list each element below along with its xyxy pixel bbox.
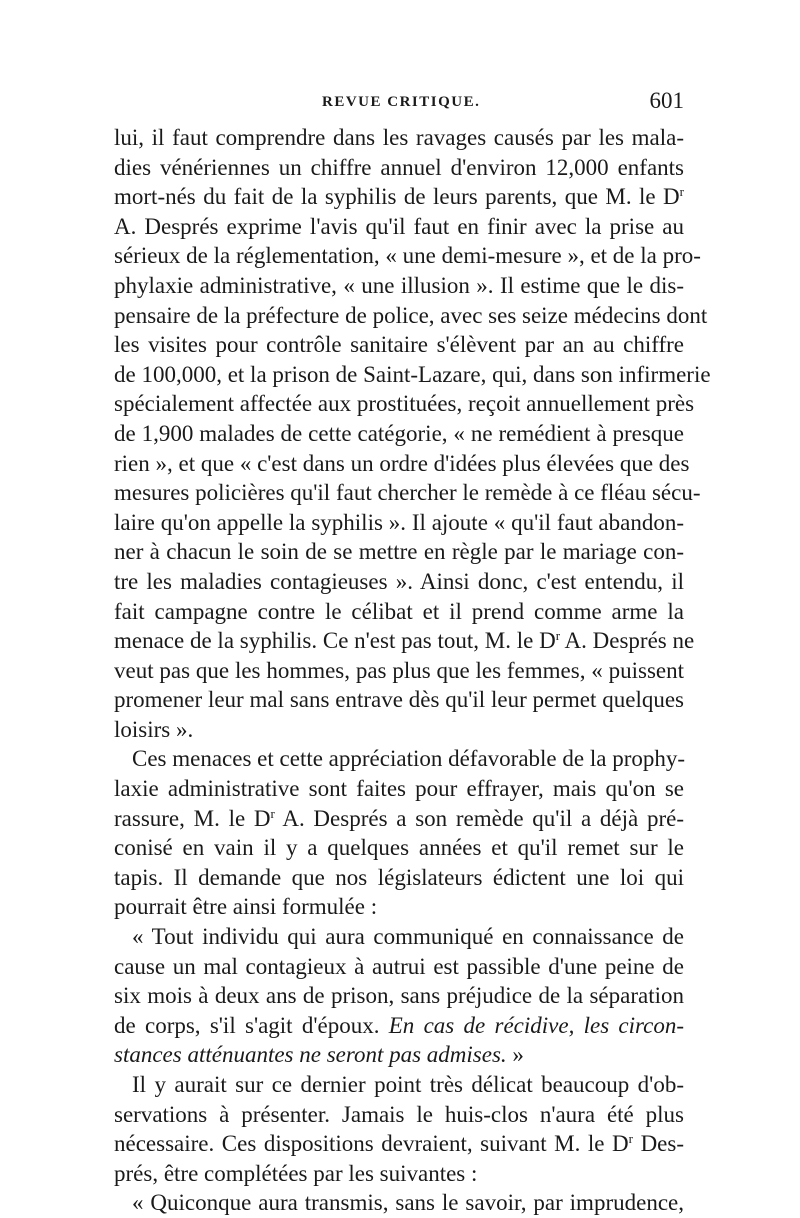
line-text: tre les maladies contagieuses ». Ainsi donc, c'est entendu, il	[114, 568, 684, 594]
line-text: « Tout individu qui aura communiqué en connaissance de	[132, 924, 684, 950]
line-text: mesures policières qu'il faut chercher le remède à ce fléau sécu-	[114, 480, 701, 506]
text-line	[114, 212, 684, 242]
line-text: pourrait être ainsi formulée :	[114, 894, 378, 920]
text-line	[114, 715, 684, 745]
line-text: cause un mal contagieux à autrui est passible d'une peine de	[114, 953, 684, 979]
line-text: nécessaire. Ces dispositions devraient, suivant M. le D	[114, 1131, 629, 1157]
line-text: pensaire de la préfecture de police, avec ses seize médecins dont	[114, 302, 708, 328]
line-text: veut pas que les hommes, pas plus que les femmes, « puissent	[114, 657, 684, 683]
text-line	[114, 1159, 684, 1189]
superscript: r	[270, 805, 275, 821]
line-text: rien », et que « c'est dans un ordre d'idées plus élevées que des	[114, 450, 690, 476]
text-line	[114, 182, 684, 212]
text-line	[114, 567, 684, 597]
line-text: loisirs ».	[114, 716, 194, 742]
text-line	[114, 301, 708, 331]
line-text: six mois à deux ans de prison, sans préjudice de la séparation	[114, 983, 684, 1009]
line-text: de 100,000, et la prison de Saint-Lazare, qui, dans son infirmerie	[114, 361, 711, 387]
line-text: tapis. Il demande que nos législateurs édictent une loi qui	[114, 864, 684, 890]
italic-text: stances atténuantes ne seront pas admises.	[114, 1042, 507, 1068]
line-text: Des-	[633, 1131, 684, 1157]
text-line	[114, 1011, 684, 1041]
text-line	[114, 1129, 684, 1159]
line-text: ner à chacun le soin de se mettre en règle par le mariage con-	[114, 539, 684, 565]
line-text: les visites pour contrôle sanitaire s'élèvent par an au chiffre	[114, 332, 684, 358]
text-line	[114, 123, 684, 153]
text-line	[114, 449, 690, 479]
line-text: conisé en vain il y a quelques années et qu'il remet sur le	[114, 835, 684, 861]
text-line	[114, 981, 684, 1011]
line-text: laxie administrative sont faites pour effrayer, mais qu'on se	[114, 776, 684, 802]
text-line	[114, 833, 684, 863]
line-text: spécialement affectée aux prostituées, reçoit annuellement près	[114, 391, 695, 417]
italic-text: En cas de récidive, les circon-	[388, 1012, 684, 1038]
line-text: menace de la syphilis. Ce n'est pas tout, M. le D	[114, 628, 556, 654]
text-line	[114, 360, 711, 390]
text-line	[114, 863, 684, 893]
text-line	[114, 597, 684, 627]
line-text: phylaxie administrative, « une illusion ». Il estime que le dis-	[114, 272, 684, 298]
text-line	[114, 1100, 684, 1130]
text-line	[114, 153, 684, 183]
text-line	[114, 952, 684, 982]
line-text: fait campagne contre le célibat et il prend comme arme la	[114, 598, 684, 624]
text-line	[114, 271, 684, 301]
text-line	[114, 685, 684, 715]
line-text: de 1,900 malades de cette catégorie, « ne remédient à presque	[114, 420, 684, 446]
text-line	[114, 330, 684, 360]
text-line	[114, 744, 684, 774]
running-head: REVUE CRITIQUE.	[322, 94, 481, 110]
text-line	[114, 419, 684, 449]
line-text: mort-nés du fait de la syphilis de leurs parents, que M. le D	[114, 184, 680, 210]
text-line	[114, 1188, 684, 1218]
line-text: rassure, M. le D	[114, 805, 271, 831]
line-text: A. Després a son remède qu'il a déjà pré-	[274, 805, 684, 831]
line-text: promener leur mal sans entrave dès qu'il leur permet quelques	[114, 687, 684, 713]
text-line	[114, 537, 684, 567]
superscript: r	[679, 184, 684, 200]
text-line	[114, 1040, 684, 1070]
superscript: r	[555, 628, 561, 644]
text-line	[114, 804, 684, 834]
text-line	[114, 241, 701, 271]
text-line	[114, 478, 701, 508]
line-text: Il y aurait sur ce dernier point très délicat beaucoup d'ob-	[132, 1072, 684, 1097]
line-text: sérieux de la réglementation, « une demi-mesure », et de la pro-	[114, 243, 701, 269]
line-text: Ces menaces et cette appréciation défavorable de la prophy-	[132, 746, 686, 772]
line-text: lui, il faut comprendre dans les ravages causés par les mala-	[114, 125, 684, 150]
text-line	[114, 389, 695, 419]
line-text: A. Després exprime l'avis qu'il faut en finir avec la prise au	[114, 213, 684, 239]
text-line	[114, 626, 695, 656]
text-line	[114, 656, 684, 686]
line-text: prés, être complétées par les suivantes :	[114, 1160, 478, 1186]
text-line	[114, 892, 684, 922]
superscript: r	[628, 1131, 634, 1147]
text-line	[114, 1070, 684, 1100]
line-text: dies vénériennes un chiffre annuel d'environ 12,000 enfants	[114, 154, 684, 180]
line-text: »	[506, 1042, 524, 1068]
line-text: laire qu'on appelle la syphilis ». Il ajoute « qu'il faut abandon-	[114, 509, 684, 535]
line-text: de corps, s'il s'agit d'époux.	[114, 1012, 389, 1038]
text-line	[114, 922, 684, 952]
line-text: A. Després ne	[560, 628, 695, 654]
text-line	[114, 774, 684, 804]
page-number: 601	[649, 88, 684, 113]
line-text: servations à présenter. Jamais le huis-clos n'aura été plus	[114, 1101, 684, 1127]
text-line	[114, 508, 684, 538]
body-text	[114, 123, 711, 1218]
line-text: « Quiconque aura transmis, sans le savoir, par imprudence,	[132, 1190, 684, 1216]
